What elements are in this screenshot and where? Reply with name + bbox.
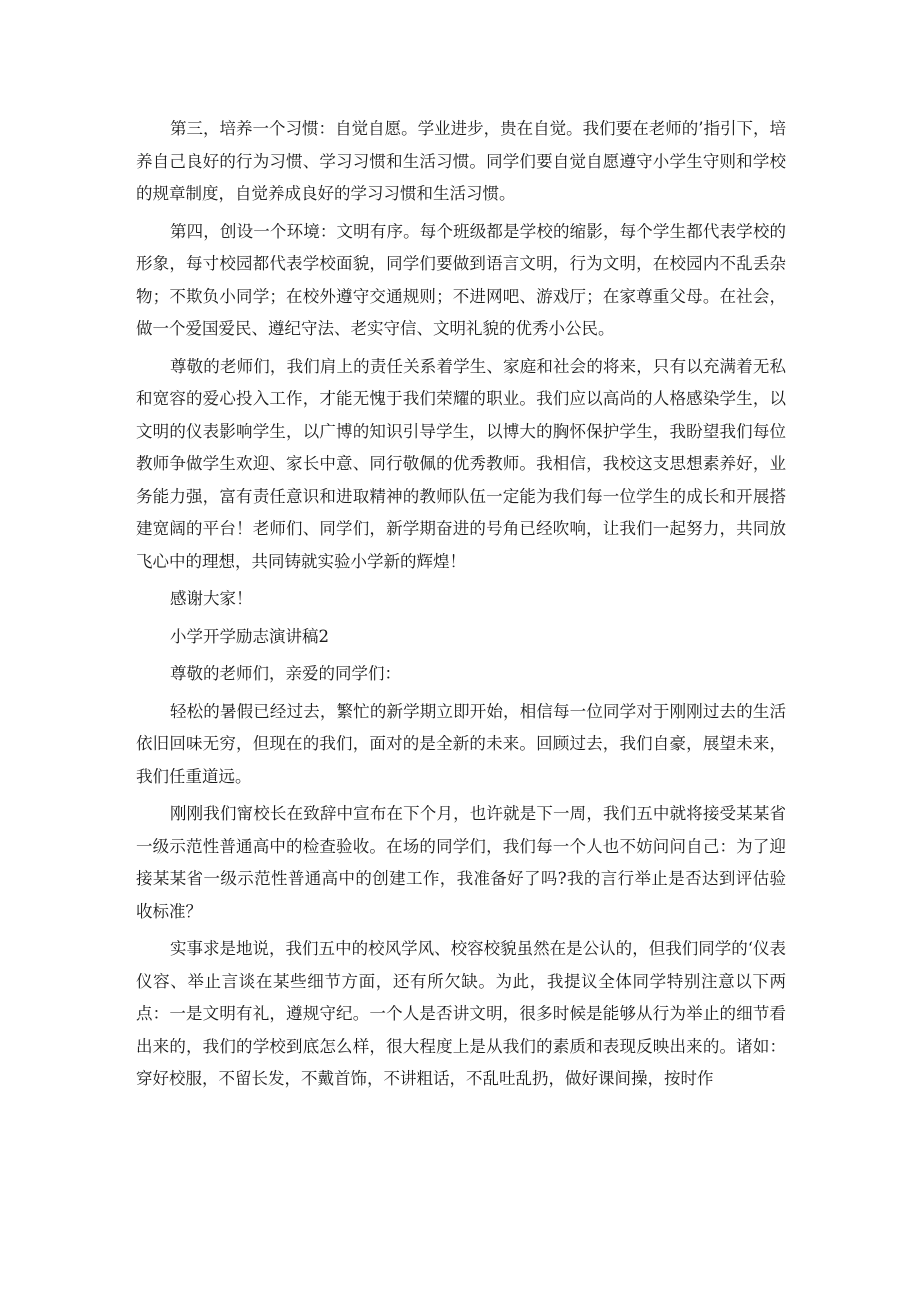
section-title: 小学开学励志演讲稿2 bbox=[170, 626, 329, 646]
paragraph-teachers: 尊敬的老师们，我们肩上的责任关系着学生、家庭和社会的将来，只有以充满着无私和宽容的爱心投入工作，才能无愧于我们荣耀的职业。我们应以高尚的人格感染学生，以文明的仪表影响学生，以广博的知识引导学生，以博大的胸怀保护学生，我盼望我们每位教师争做学生欢迎、家长中意、同行敬佩的优秀教师。我相信，我校这支思想素养好，业务能力强，富有责任意识和进取精神的教师队伍一定能为我们每一位学生的成长和开展搭建宽阔的平台！老师们、同学们，新学期奋进的号角已经吹响，让我们一起努力，共同放飞心中的理想，共同铸就实验小学新的辉煌！ bbox=[136, 356, 786, 571]
paragraph-manners: 实事求是地说，我们五中的校风学风、校容校貌虽然在是公认的，但我们同学的‘仪表仪容、举止言谈在某些细节方面，还有所欠缺。为此，我提议全体同学特别注意以下两点：一是文明有礼，遵规守纪。一个人是否讲文明，很多时候是能够从行为举止的细节看出来的，我们的学校到底怎么样，很大程度上是从我们的素质和表现反映出来的。诸如：穿好校服，不留长发，不戴首饰，不讲粗话，不乱吐乱扔，做好课间操，按时作 bbox=[136, 939, 786, 1088]
paragraph-summer: 轻松的暑假已经过去，繁忙的新学期立即开始，相信每一位同学对于刚刚过去的生活依旧回味无穷，但现在的我们，面对的是全新的未来。回顾过去，我们自豪，展望未来，我们任重道远。 bbox=[136, 701, 786, 786]
paragraph-habit: 第三，培养一个习惯：自觉自愿。学业进步，贵在自觉。我们要在老师的’指引下，培养自己良好的行为习惯、学习习惯和生活习惯。同学们要自觉自愿遵守小学生守则和学校的规章制度，自觉养成良好的学习习惯和生活习惯。 bbox=[136, 119, 786, 203]
paragraph-thanks: 感谢大家！ bbox=[170, 589, 253, 608]
salutation: 尊敬的老师们，亲爱的同学们： bbox=[170, 664, 401, 683]
document-body bbox=[136, 113, 786, 1101]
paragraph-environment: 第四，创设一个环境：文明有序。每个班级都是学校的缩影，每个学生都代表学校的形象，每寸校园都代表学校面貌，同学们要做到语言文明，行为文明，在校园内不乱丢杂物；不欺负小同学；在校外遵守交通规则；不进网吧、游戏厅；在家尊重父母。在社会，做一个爱国爱民、遵纪守法、老实守信、文明礼貌的优秀小公民。 bbox=[136, 221, 786, 338]
paragraph-inspection: 刚刚我们甯校长在致辞中宣布在下个月，也许就是下一周，我们五中就将接受某某省一级示范性普通高中的检查验收。在场的同学们，我们每一个人也不妨问问自己：为了迎接某某省一级示范性普通高中的创建工作，我准备好了吗?我的言行举止是否达到评估验收标准？ bbox=[136, 804, 786, 921]
